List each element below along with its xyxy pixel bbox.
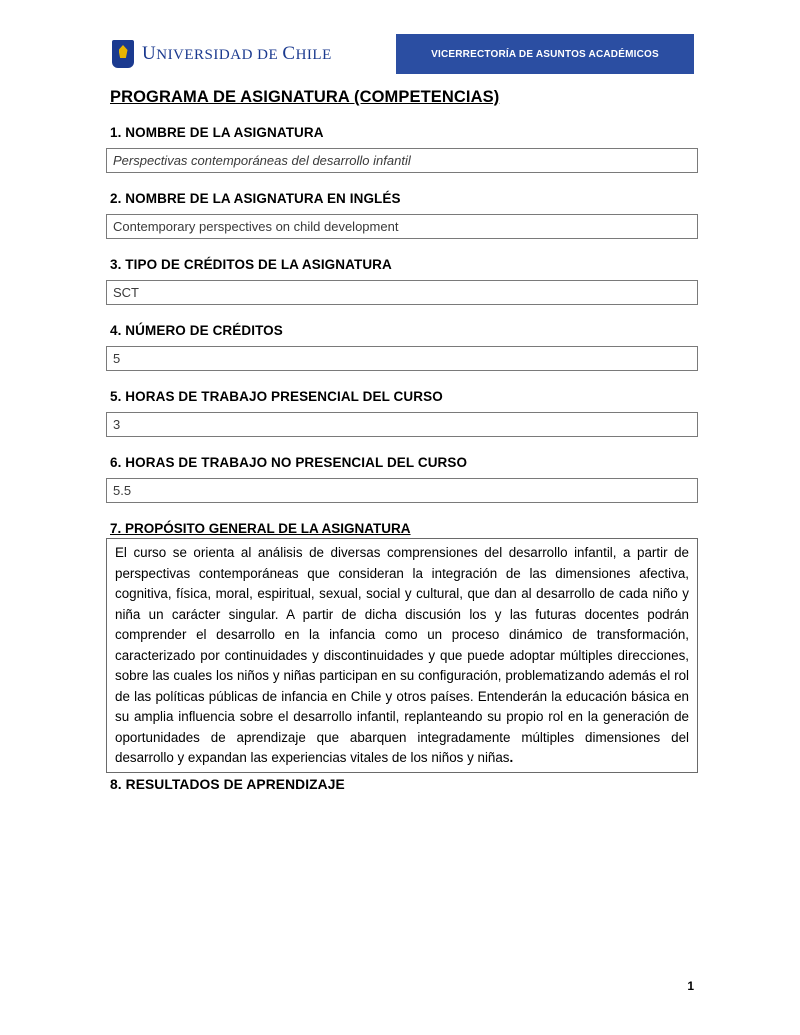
- section-heading-3: 3. TIPO DE CRÉDITOS DE LA ASIGNATURA: [110, 257, 392, 272]
- field-nombre-ingles[interactable]: Contemporary perspectives on child development: [106, 214, 698, 239]
- header-banner-text: VICERRECTORÍA DE ASUNTOS ACADÉMICOS: [396, 34, 694, 74]
- section-heading-4: 4. NÚMERO DE CRÉDITOS: [110, 323, 283, 338]
- field-nombre-asignatura[interactable]: Perspectivas contemporáneas del desarrollo infantil: [106, 148, 698, 173]
- section-heading-5: 5. HORAS DE TRABAJO PRESENCIAL DEL CURSO: [110, 389, 443, 404]
- proposito-text: El curso se orienta al análisis de diversas comprensiones del desarrollo infantil, a partir de perspectivas contemporáneas que consideran la integración de las dimensiones afectiva, cognitiva, física, moral, espiritual, sexual, social y cultural, que dan al desarrollo de cada niño y niña un carácter singular. A partir de dicha discusión los y las futuras docentes podrán comprender el desarrollo en la infancia como un proceso dinámico de transformación, caracterizado por continuidades y discontinuidades y que puede adoptar múltiples direcciones, sobre las cuales los niños y niñas participan en su configuración, problematizando además el rol de las políticas públicas de infancia en Chile y otros países. Entenderán la educación básica en su amplia influencia sobre el desarrollo infantil, replanteando su propio rol en la generación de oportunidades de aprendizaje que abarquen integradamente múltiples dimensiones del desarrollo y expandan las experiencias vitales de los niños y niñas: [115, 545, 689, 765]
- field-tipo-creditos[interactable]: SCT: [106, 280, 698, 305]
- document-body: [106, 88, 698, 792]
- section-heading-1: 1. NOMBRE DE LA ASIGNATURA: [110, 125, 324, 140]
- field-horas-presencial[interactable]: 3: [106, 412, 698, 437]
- field-proposito-general[interactable]: [106, 538, 698, 773]
- university-logo: [106, 34, 396, 74]
- section-heading-8: 8. RESULTADOS DE APRENDIZAJE: [110, 776, 345, 792]
- section-heading-7: 7. PROPÓSITO GENERAL DE LA ASIGNATURA: [110, 521, 411, 536]
- proposito-text-end: .: [509, 750, 514, 765]
- field-numero-creditos[interactable]: 5: [106, 346, 698, 371]
- document-header: [106, 34, 694, 74]
- section-heading-6: 6. HORAS DE TRABAJO NO PRESENCIAL DEL CURSO: [110, 455, 468, 470]
- page-number: 1: [687, 979, 694, 993]
- section-heading-2: 2. NOMBRE DE LA ASIGNATURA EN INGLÉS: [110, 191, 401, 206]
- page-title: PROGRAMA DE ASIGNATURA (COMPETENCIAS): [110, 88, 500, 106]
- university-name: UNIVERSIDAD DE CHILE: [142, 43, 332, 64]
- university-crest-icon: [112, 40, 134, 68]
- field-horas-no-presencial[interactable]: 5.5: [106, 478, 698, 503]
